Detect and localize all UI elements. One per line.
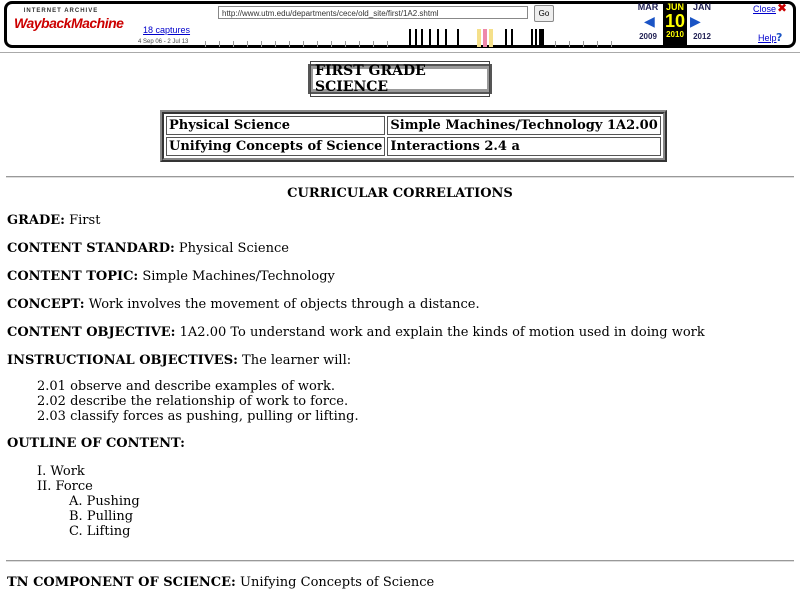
captures-range: 4 Sep 06 - 2 Jul 13 (138, 39, 189, 45)
prev-arrow-icon[interactable]: ◀ (644, 14, 655, 30)
help-link[interactable]: Help (758, 33, 777, 43)
standard-label: CONTENT STANDARD: (7, 241, 175, 256)
logo-top-text: INTERNET ARCHIVE (23, 8, 99, 14)
standard-line (7, 241, 793, 257)
table-row (166, 116, 661, 135)
help-icon[interactable]: ? (776, 31, 783, 44)
topic-line (7, 269, 793, 285)
grade-label: GRADE: (7, 213, 65, 228)
outline-line (7, 436, 793, 452)
table-row (166, 137, 661, 156)
grade-value: First (69, 213, 101, 228)
tn-line (7, 575, 793, 591)
divider (6, 560, 794, 562)
next-month: JAN (692, 2, 711, 12)
current-month: JUN (665, 2, 684, 12)
page-title-box (308, 64, 492, 94)
topic-label: CONTENT TOPIC: (7, 269, 139, 284)
current-day: 10 (664, 11, 686, 31)
outline-list (7, 464, 793, 539)
main-content (7, 186, 793, 551)
list-item: A. Pushing (69, 494, 140, 509)
list-item: 2.01 observe and describe examples of work. (37, 379, 336, 394)
instr-line (7, 353, 793, 369)
go-button[interactable]: Go (534, 5, 554, 22)
concept-label: CONCEPT: (7, 297, 85, 312)
objective-label: CONTENT OBJECTIVE: (7, 325, 176, 340)
standard-value: Physical Science (178, 241, 289, 256)
calendar-next[interactable] (688, 2, 716, 41)
url-input[interactable]: http://www.utm.edu/departments/cece/old_site/first/1A2.shtml (218, 6, 528, 19)
grade-line (7, 213, 793, 229)
concept-value: Work involves the movement of objects through a distance. (88, 297, 480, 312)
prev-month: MAR (637, 2, 659, 12)
list-item: B. Pulling (69, 509, 134, 524)
outline-label: OUTLINE OF CONTENT: (7, 436, 185, 451)
standards-table (160, 110, 667, 162)
list-item: I. Work (37, 464, 85, 479)
objective-line (7, 325, 793, 341)
next-arrow-icon[interactable]: ▶ (690, 14, 701, 30)
table-cell: Physical Science (166, 116, 385, 135)
close-link[interactable]: Close (753, 4, 777, 14)
close-icon[interactable]: ✖ (777, 1, 788, 15)
list-item: C. Lifting (69, 524, 131, 539)
wayback-logo[interactable] (14, 8, 124, 42)
table-cell: Unifying Concepts of Science (166, 137, 385, 156)
instr-label: INSTRUCTIONAL OBJECTIVES: (7, 353, 238, 368)
instr-value: The learner will: (242, 353, 352, 368)
tn-section (7, 575, 793, 603)
next-year: 2012 (693, 32, 711, 41)
tn-label: TN COMPONENT OF SCIENCE: (7, 575, 236, 590)
topic-value: Simple Machines/Technology (142, 269, 335, 284)
table-cell: Interactions 2.4 a (387, 137, 660, 156)
list-item: II. Force (37, 479, 93, 494)
objective-value: 1A2.00 To understand work and explain the kinds of motion used in doing work (179, 325, 705, 340)
prev-year: 2009 (639, 32, 657, 41)
list-item: 2.03 classify forces as pushing, pulling or lifting. (37, 409, 359, 424)
current-year: 2010 (666, 30, 684, 39)
tn-value: Unifying Concepts of Science (240, 575, 435, 590)
concept-line (7, 297, 793, 313)
wayback-toolbar (0, 0, 800, 53)
page-title: FIRST GRADE SCIENCE (310, 61, 490, 97)
instr-list (7, 379, 793, 424)
calendar-current (663, 2, 687, 46)
divider (6, 176, 794, 178)
table-cell: Simple Machines/Technology 1A2.00 (387, 116, 660, 135)
section-heading: CURRICULAR CORRELATIONS (287, 186, 513, 201)
logo-main-text: WaybackMachine (14, 15, 124, 31)
captures-link[interactable]: 18 captures (143, 25, 191, 35)
capture-timeline[interactable] (205, 25, 625, 47)
list-item: 2.02 describe the relationship of work to force. (37, 394, 349, 409)
